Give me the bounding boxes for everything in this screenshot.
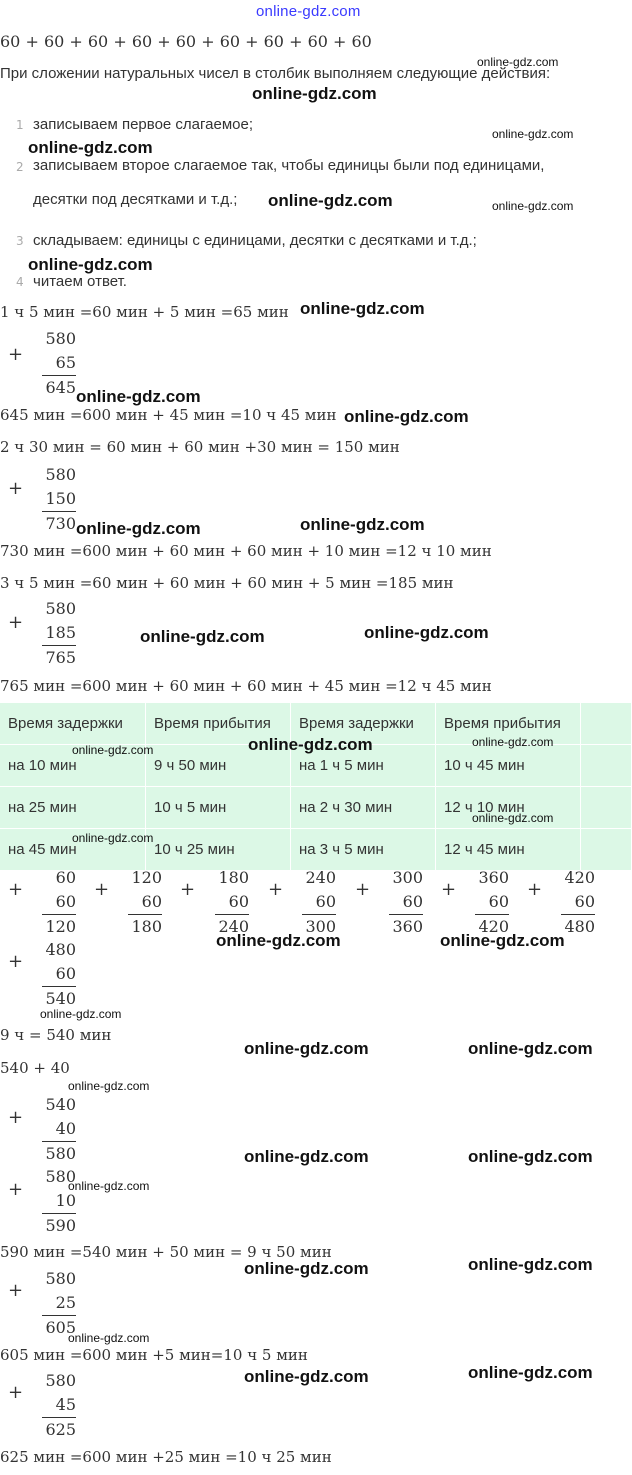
watermark[interactable]: online-gdz.com [492, 199, 574, 213]
column-addition: 300 60 360 [389, 866, 423, 939]
watermark[interactable]: online-gdz.com [76, 387, 201, 406]
watermark[interactable]: online-gdz.com [477, 55, 559, 69]
step-text: записываем первое слагаемое; [33, 116, 254, 133]
column-addition: 360 60 420 [475, 866, 509, 939]
step-number: 2 [16, 160, 24, 174]
watermark[interactable]: online-gdz.com [300, 515, 425, 534]
plus-sign: + [8, 951, 24, 972]
watermark[interactable]: online-gdz.com [300, 299, 425, 318]
plus-sign: + [8, 1107, 24, 1128]
table-header-cell: Время прибытия [146, 703, 291, 745]
watermark[interactable]: online-gdz.com [248, 735, 373, 754]
equation: 645 мин =600 мин + 45 мин =10 ч 45 мин [0, 406, 337, 424]
equation: 625 мин =600 мин +25 мин =10 ч 25 мин [0, 1448, 332, 1466]
plus-sign: + [268, 879, 284, 900]
table-cell: на 1 ч 5 мин [291, 745, 436, 787]
equation: 730 мин =600 мин + 60 мин + 60 мин + 10 мин =12 ч 10 мин [0, 542, 492, 560]
plus-sign: + [94, 879, 110, 900]
column-addition: 580 25 605 [42, 1267, 76, 1340]
watermark[interactable]: online-gdz.com [244, 1147, 369, 1166]
watermark[interactable]: online-gdz.com [28, 138, 153, 157]
watermark[interactable]: online-gdz.com [68, 1331, 150, 1345]
equation: 1 ч 5 мин =60 мин + 5 мин =65 мин [0, 303, 289, 321]
plus-sign: + [8, 344, 24, 365]
watermark[interactable]: online-gdz.com [140, 627, 265, 646]
table-cell: на 10 мин [0, 745, 146, 787]
watermark[interactable]: online-gdz.com [216, 931, 341, 950]
table-cell: 12 ч 45 мин [436, 829, 581, 871]
plus-sign: + [8, 1382, 24, 1403]
column-addition: 420 60 480 [561, 866, 595, 939]
watermark[interactable]: online-gdz.com [468, 1255, 593, 1274]
column-addition: 580 10 590 [42, 1165, 76, 1238]
table-cell: на 25 мин [0, 787, 146, 829]
table-header-cell: Время прибытия [436, 703, 581, 745]
watermark[interactable]: online-gdz.com [68, 1179, 150, 1193]
equation: 3 ч 5 мин =60 мин + 60 мин + 60 мин + 5 мин =185 мин [0, 574, 454, 592]
column-addition: 480 60 540 [42, 938, 76, 1011]
plus-sign: + [527, 879, 543, 900]
watermark[interactable]: online-gdz.com [472, 735, 554, 749]
equation: 9 ч = 540 мин [0, 1026, 112, 1044]
table-cell: 12 ч 10 мин [436, 787, 581, 829]
plus-sign: + [355, 879, 371, 900]
watermark[interactable]: online-gdz.com [28, 255, 153, 274]
table-cell: на 3 ч 5 мин [291, 829, 436, 871]
equation: 765 мин =600 мин + 60 мин + 60 мин + 45 мин =12 ч 45 мин [0, 677, 492, 695]
step-number: 3 [16, 234, 24, 248]
table-cell: на 45 мин [0, 829, 146, 871]
watermark[interactable]: online-gdz.com [472, 811, 554, 825]
plus-sign: + [441, 879, 457, 900]
watermark[interactable]: online-gdz.com [468, 1147, 593, 1166]
column-addition: 580 150 730 [42, 463, 76, 536]
column-addition: 540 40 580 [42, 1093, 76, 1166]
watermark[interactable]: online-gdz.com [344, 407, 469, 426]
column-addition: 120 60 180 [128, 866, 162, 939]
step-number: 1 [16, 118, 24, 132]
table-header-cell: Время задержки [291, 703, 436, 745]
watermark[interactable]: online-gdz.com [244, 1367, 369, 1386]
step-text: записываем второе слагаемое так, чтобы единицы были под единицами, [33, 157, 545, 174]
column-addition: 240 60 300 [302, 866, 336, 939]
watermark[interactable]: online-gdz.com [468, 1363, 593, 1382]
table-cell: на 2 ч 30 мин [291, 787, 436, 829]
watermark[interactable]: online-gdz.com [268, 191, 393, 210]
column-addition: 180 60 240 [215, 866, 249, 939]
intro-text: При сложении натуральных чисел в столбик выполняем следующие действия: [0, 65, 551, 82]
plus-sign: + [180, 879, 196, 900]
watermark[interactable]: online-gdz.com [468, 1039, 593, 1058]
watermark[interactable]: online-gdz.com [72, 743, 154, 757]
sum-expression: 60 + 60 + 60 + 60 + 60 + 60 + 60 + 60 + 60 [0, 32, 372, 51]
watermark[interactable]: online-gdz.com [252, 84, 377, 103]
plus-sign: + [8, 879, 24, 900]
watermark[interactable]: online-gdz.com [492, 127, 574, 141]
watermark[interactable]: online-gdz.com [72, 831, 154, 845]
table-header-cell: Время задержки [0, 703, 146, 745]
step-text: складываем: единицы с единицами, десятки с десятками и т.д.; [33, 232, 477, 249]
plus-sign: + [8, 612, 24, 633]
step-text: читаем ответ. [33, 273, 127, 290]
table-cell: 9 ч 50 мин [146, 745, 291, 787]
column-addition: 60 60 120 [42, 866, 76, 939]
equation: 2 ч 30 мин = 60 мин + 60 мин +30 мин = 150 мин [0, 438, 400, 456]
table-cell: 10 ч 25 мин [146, 829, 291, 871]
column-addition: 580 185 765 [42, 597, 76, 670]
plus-sign: + [8, 1280, 24, 1301]
equation: 605 мин =600 мин +5 мин=10 ч 5 мин [0, 1346, 308, 1364]
watermark[interactable]: online-gdz.com [76, 519, 201, 538]
equation: 590 мин =540 мин + 50 мин = 9 ч 50 мин [0, 1243, 332, 1261]
table-cell: 10 ч 45 мин [436, 745, 581, 787]
watermark[interactable]: online-gdz.com [40, 1007, 122, 1021]
watermark[interactable]: online-gdz.com [256, 3, 361, 20]
watermark[interactable]: online-gdz.com [244, 1259, 369, 1278]
arrival-table [0, 703, 632, 871]
watermark[interactable]: online-gdz.com [364, 623, 489, 642]
plus-sign: + [8, 478, 24, 499]
table-cell: 10 ч 5 мин [146, 787, 291, 829]
watermark[interactable]: online-gdz.com [440, 931, 565, 950]
equation: 540 + 40 [0, 1059, 70, 1077]
watermark[interactable]: online-gdz.com [68, 1079, 150, 1093]
column-addition: 580 65 645 [42, 327, 76, 400]
column-addition: 580 45 625 [42, 1369, 76, 1442]
step-number: 4 [16, 275, 24, 289]
watermark[interactable]: online-gdz.com [244, 1039, 369, 1058]
step-text: десятки под десятками и т.д.; [33, 191, 238, 208]
plus-sign: + [8, 1179, 24, 1200]
